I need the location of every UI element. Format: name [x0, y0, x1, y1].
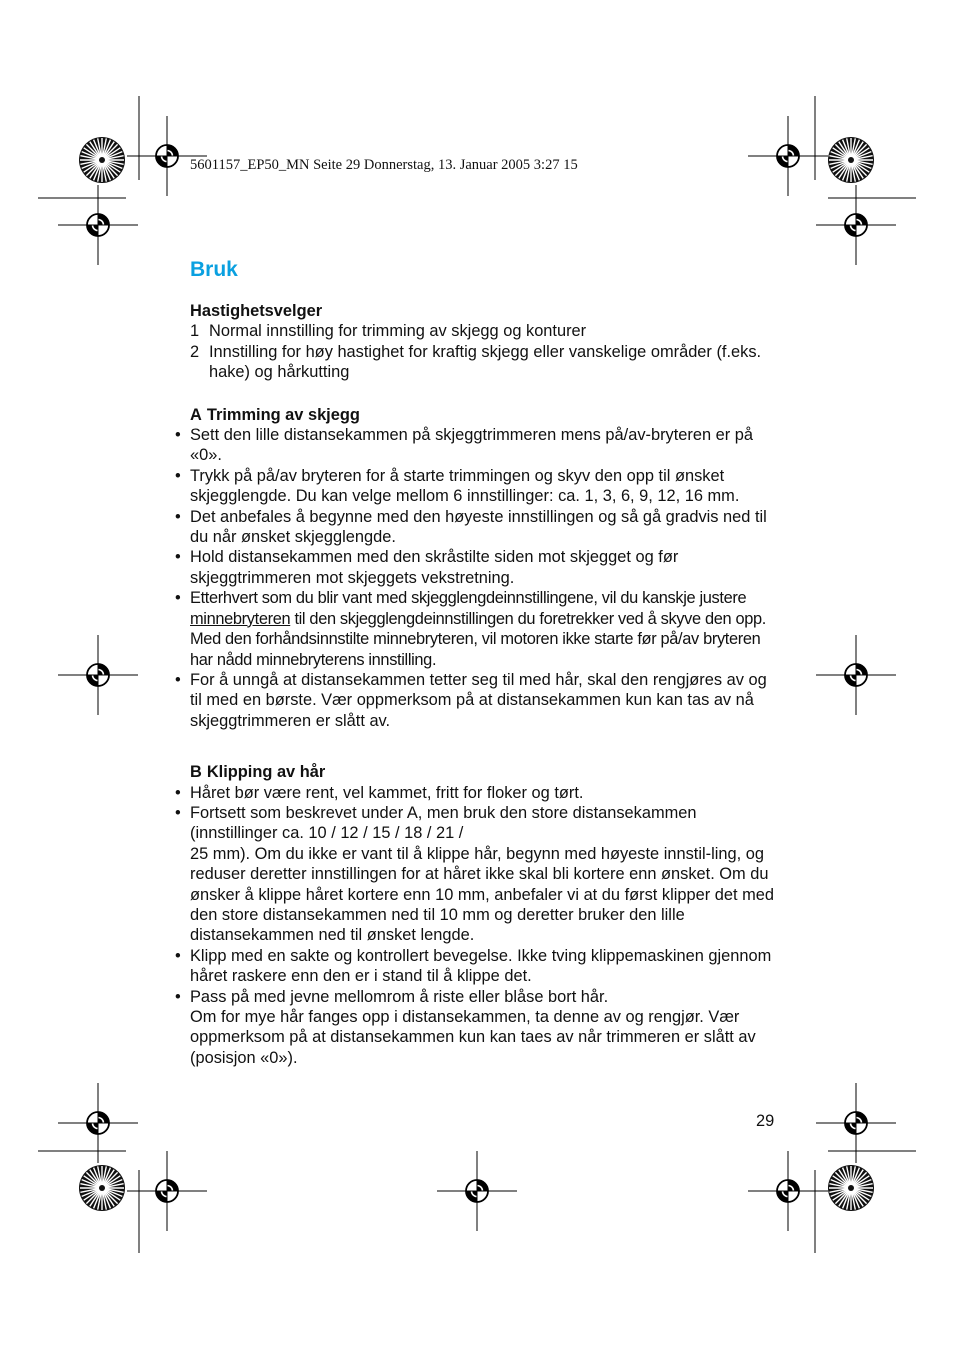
list-item [175, 547, 780, 588]
item-number: 2 [190, 342, 200, 361]
bullet: • [175, 466, 181, 485]
section-title: Klipping av hår [206, 763, 326, 782]
list-item [175, 466, 780, 507]
list-item [175, 670, 780, 731]
page-number: 29 [756, 1112, 775, 1130]
section-letter: A [190, 405, 202, 424]
page-title: Bruk [190, 258, 238, 281]
list-item [175, 425, 780, 466]
item-text: Normal innstilling for trimming av skjegg og konturer [209, 322, 587, 341]
item-text: til den skjegglengdeinnstillingen du foretrekker ved å skyve den opp. Med den forhåndsinnstilte minnebryteren, vil motoren ikke starte før på/av bryteren har nådd minnebryterens innstilling. [190, 609, 766, 669]
list-item [175, 803, 780, 946]
speed-item [190, 321, 780, 341]
section-a [175, 405, 780, 732]
bullet: • [175, 548, 181, 567]
item-text: Etterhvert som du blir vant med skjegglengdeinnstillingene, vil du kanskje justere [190, 589, 747, 608]
section-title: Trimming av skjegg [206, 405, 360, 424]
bullet: • [175, 589, 181, 608]
item-text: Det anbefales å begynne med den høyeste innstillingen og så gå gradvis ned til du når ønsket skjegglengde. [190, 507, 767, 547]
list-item [175, 588, 780, 670]
item-text: Hold distansekammen med den skråstilte siden mot skjegget og før skjeggtrimmeren mot skjeggets vekstretning. [190, 548, 679, 587]
item-text: 25 mm). Om du ikke er vant til å klippe hår, begynn med høyeste innstil-ling, og reduser deretter innstillingen for at håret ikke skal bli kortere enn ønsket. Om du ønsker å klippe håret kortere enn 10 mm, anbefaler vi at du først klipper det med den store distansekammen ned til 10 mm og deretter bruker den lille distansekammen ned til ønsket lengde. [190, 844, 774, 945]
bullet: • [175, 987, 181, 1006]
section-letter: B [190, 763, 202, 782]
list-item [175, 987, 780, 1069]
item-text: Innstilling for høy hastighet for kraftig skjegg eller vanskelige områder (f.eks. hake) og hårkutting [209, 342, 762, 382]
item-text: Trykk på på/av bryteren for å starte trimmingen og skyv den opp til ønsket skjegglengde. Du kan velge mellom 6 innstillinger: ca. 1, 3, 6, 9, 12, 16 mm. [190, 466, 740, 506]
speed-item [190, 342, 780, 383]
bullet: • [175, 783, 181, 802]
list-item [175, 946, 780, 987]
print-slug: 5601157_EP50_MN Seite 29 Donnerstag, 13. Januar 2005 3:27 15 [190, 157, 578, 173]
section-a-heading [190, 405, 780, 425]
item-line: Fortsett som beskrevet under A, men bruk den store distansekammen [190, 803, 697, 822]
memory-switch-term: minnebryteren [190, 609, 291, 628]
item-text: Klipp med en sakte og kontrollert bevegelse. Ikke tving klippemaskinen gjennom håret raskere enn den er i stand til å klippe det. [190, 946, 772, 986]
bullet: • [175, 803, 181, 822]
item-text: For å unngå at distansekammen tetter seg til med hår, skal den rengjøres av og til med en børste. Vær oppmerksom på at distansekammen kun kan tas av nå skjeggtrimmeren er slått av. [190, 670, 767, 730]
item-number: 1 [190, 322, 200, 341]
bullet: • [175, 507, 181, 526]
speed-heading: Hastighetsvelger [190, 302, 323, 320]
item-text: Pass på med jevne mellomrom å riste eller blåse bort hår. [190, 987, 609, 1006]
bullet: • [175, 670, 181, 689]
item-text: Sett den lille distansekammen på skjeggtrimmeren mens på/av-bryteren er på «0». [190, 426, 754, 465]
section-b-heading [190, 762, 780, 782]
bullet: • [175, 426, 181, 445]
speed-section [190, 301, 780, 383]
page-content [175, 256, 780, 1068]
section-b [175, 762, 780, 1068]
item-line: (innstillinger ca. 10 / 12 / 15 / 18 / 21 / [190, 824, 464, 843]
item-text: Håret bør være rent, vel kammet, fritt for floker og tørt. [190, 783, 584, 802]
item-note: Om for mye hår fanges opp i distansekammen, ta denne av og rengjør. Vær oppmerksom på at distansekammen kun kan taes av når trimmeren er slått av (posisjon «0»). [190, 1008, 756, 1067]
bullet: • [175, 946, 181, 965]
list-item [175, 507, 780, 548]
list-item [175, 783, 780, 803]
